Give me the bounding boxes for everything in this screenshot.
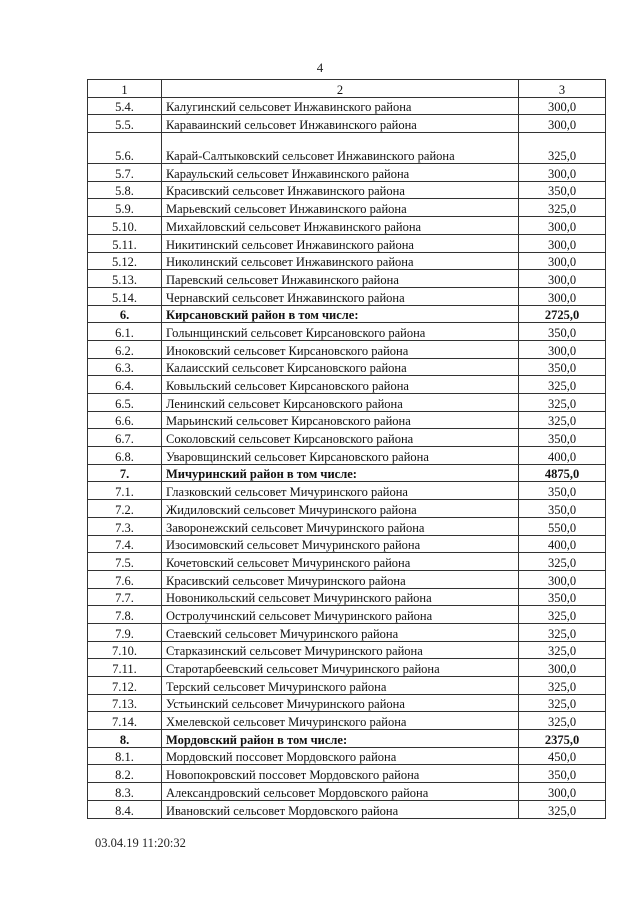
row-value: 300,0 (519, 659, 606, 677)
row-name: Новопокровский поссовет Мордовского района (162, 765, 519, 783)
table-row (88, 270, 606, 288)
table-row (88, 570, 606, 588)
row-number: 6.2. (88, 340, 162, 358)
row-name: Калаисский сельсовет Кирсановского района (162, 358, 519, 376)
row-value: 325,0 (519, 694, 606, 712)
row-number: 5.14. (88, 287, 162, 305)
row-number: 6.5. (88, 394, 162, 412)
row-name: Глазковский сельсовет Мичуринского района (162, 482, 519, 500)
row-number: 6.8. (88, 447, 162, 465)
table-row (88, 394, 606, 412)
row-number: 7.8. (88, 606, 162, 624)
row-number: 5.5. (88, 115, 162, 133)
table-row (88, 517, 606, 535)
table-row (88, 677, 606, 695)
row-value: 300,0 (519, 252, 606, 270)
row-name: Ленинский сельсовет Кирсановского района (162, 394, 519, 412)
row-value: 450,0 (519, 747, 606, 765)
table-row (88, 553, 606, 571)
row-name: Никитинский сельсовет Инжавинского района (162, 234, 519, 252)
row-number: 6.7. (88, 429, 162, 447)
row-value: 400,0 (519, 535, 606, 553)
row-value: 300,0 (519, 234, 606, 252)
row-value: 400,0 (519, 447, 606, 465)
row-number: 5.6. (88, 133, 162, 164)
row-value: 350,0 (519, 358, 606, 376)
table-row (88, 429, 606, 447)
row-value: 4875,0 (519, 464, 606, 482)
table-row (88, 747, 606, 765)
table-header-row (88, 80, 606, 98)
table-row (88, 287, 606, 305)
row-number: 5.13. (88, 270, 162, 288)
row-value: 300,0 (519, 97, 606, 115)
table-row (88, 164, 606, 182)
row-name: Красивский сельсовет Мичуринского района (162, 570, 519, 588)
row-number: 7.7. (88, 588, 162, 606)
table-row (88, 765, 606, 783)
row-value: 550,0 (519, 517, 606, 535)
row-number: 6.1. (88, 323, 162, 341)
table-row (88, 641, 606, 659)
row-name: Новоникольский сельсовет Мичуринского района (162, 588, 519, 606)
row-value: 350,0 (519, 500, 606, 518)
table-row (88, 340, 606, 358)
row-number: 8.1. (88, 747, 162, 765)
row-number: 7.3. (88, 517, 162, 535)
table-row (88, 323, 606, 341)
row-value: 350,0 (519, 429, 606, 447)
table-row (88, 500, 606, 518)
row-number: 5.10. (88, 217, 162, 235)
row-number: 7.14. (88, 712, 162, 730)
table-row-district (88, 730, 606, 748)
row-number: 7.10. (88, 641, 162, 659)
column-header-number: 1 (88, 80, 162, 98)
table-row (88, 588, 606, 606)
row-number: 7. (88, 464, 162, 482)
row-value: 300,0 (519, 164, 606, 182)
row-number: 7.5. (88, 553, 162, 571)
row-value: 325,0 (519, 394, 606, 412)
table-row (88, 217, 606, 235)
row-name: Устьинский сельсовет Мичуринского района (162, 694, 519, 712)
row-value: 325,0 (519, 606, 606, 624)
row-value: 2725,0 (519, 305, 606, 323)
row-name: Уваровщинский сельсовет Кирсановского района (162, 447, 519, 465)
row-number: 6.4. (88, 376, 162, 394)
row-value: 325,0 (519, 800, 606, 818)
row-name: Хмелевской сельсовет Мичуринского района (162, 712, 519, 730)
row-value: 350,0 (519, 181, 606, 199)
row-number: 5.8. (88, 181, 162, 199)
row-number: 8.3. (88, 783, 162, 801)
row-number: 8.4. (88, 800, 162, 818)
row-number: 7.1. (88, 482, 162, 500)
row-number: 5.12. (88, 252, 162, 270)
table-row (88, 659, 606, 677)
row-number: 6. (88, 305, 162, 323)
table-row-district (88, 305, 606, 323)
row-name: Жидиловский сельсовет Мичуринского района (162, 500, 519, 518)
row-value: 325,0 (519, 376, 606, 394)
table-row (88, 133, 606, 164)
row-name: Голынщинский сельсовет Кирсановского района (162, 323, 519, 341)
row-number: 8.2. (88, 765, 162, 783)
row-number: 5.4. (88, 97, 162, 115)
row-number: 7.9. (88, 623, 162, 641)
row-name: Ковыльский сельсовет Кирсановского района (162, 376, 519, 394)
allocation-table (87, 79, 606, 819)
row-value: 2375,0 (519, 730, 606, 748)
table-row (88, 482, 606, 500)
row-name: Марьинский сельсовет Кирсановского района (162, 411, 519, 429)
row-number: 5.11. (88, 234, 162, 252)
table-row (88, 800, 606, 818)
row-number: 6.3. (88, 358, 162, 376)
row-name: Чернавский сельсовет Инжавинского района (162, 287, 519, 305)
row-name: Ивановский сельсовет Мордовского района (162, 800, 519, 818)
row-name: Старотарбеевский сельсовет Мичуринского района (162, 659, 519, 677)
row-name: Мичуринский район в том числе: (162, 464, 519, 482)
row-number: 7.2. (88, 500, 162, 518)
row-value: 300,0 (519, 115, 606, 133)
row-number: 7.4. (88, 535, 162, 553)
row-value: 300,0 (519, 340, 606, 358)
row-number: 7.12. (88, 677, 162, 695)
table-row (88, 712, 606, 730)
row-number: 8. (88, 730, 162, 748)
column-header-value: 3 (519, 80, 606, 98)
row-name: Иноковский сельсовет Кирсановского района (162, 340, 519, 358)
row-name: Терский сельсовет Мичуринского района (162, 677, 519, 695)
row-name: Александровский сельсовет Мордовского района (162, 783, 519, 801)
row-value: 350,0 (519, 588, 606, 606)
row-value: 300,0 (519, 570, 606, 588)
table-row (88, 115, 606, 133)
table-row (88, 606, 606, 624)
table-row (88, 252, 606, 270)
row-name: Карай-Салтыковский сельсовет Инжавинского района (162, 133, 519, 164)
table-row (88, 447, 606, 465)
row-name: Стаевский сельсовет Мичуринского района (162, 623, 519, 641)
page-number: 4 (316, 60, 324, 75)
table-row (88, 376, 606, 394)
row-value: 325,0 (519, 199, 606, 217)
table-row (88, 535, 606, 553)
table-row (88, 97, 606, 115)
row-name: Михайловский сельсовет Инжавинского района (162, 217, 519, 235)
table-row (88, 623, 606, 641)
table-row (88, 199, 606, 217)
table-row (88, 694, 606, 712)
row-name: Красивский сельсовет Инжавинского района (162, 181, 519, 199)
row-name: Николинский сельсовет Инжавинского района (162, 252, 519, 270)
row-name: Калугинский сельсовет Инжавинского района (162, 97, 519, 115)
table-row (88, 411, 606, 429)
table-row (88, 783, 606, 801)
row-value: 325,0 (519, 623, 606, 641)
table-body (88, 80, 606, 819)
row-name: Заворонежский сельсовет Мичуринского района (162, 517, 519, 535)
row-name: Остролучинский сельсовет Мичуринского района (162, 606, 519, 624)
row-name: Караваинский сельсовет Инжавинского района (162, 115, 519, 133)
row-name: Марьевский сельсовет Инжавинского района (162, 199, 519, 217)
row-value: 350,0 (519, 482, 606, 500)
row-number: 7.13. (88, 694, 162, 712)
row-value: 350,0 (519, 765, 606, 783)
row-name: Соколовский сельсовет Кирсановского района (162, 429, 519, 447)
row-name: Изосимовский сельсовет Мичуринского района (162, 535, 519, 553)
row-value: 325,0 (519, 712, 606, 730)
row-value: 350,0 (519, 323, 606, 341)
row-name: Мордовский район в том числе: (162, 730, 519, 748)
row-number: 7.6. (88, 570, 162, 588)
row-number: 6.6. (88, 411, 162, 429)
table-row (88, 181, 606, 199)
row-name: Паревский сельсовет Инжавинского района (162, 270, 519, 288)
row-value: 325,0 (519, 641, 606, 659)
row-name: Караульский сельсовет Инжавинского района (162, 164, 519, 182)
row-number: 5.9. (88, 199, 162, 217)
footer-timestamp: 03.04.19 11:20:32 (95, 836, 186, 850)
row-value: 325,0 (519, 677, 606, 695)
row-value: 300,0 (519, 217, 606, 235)
row-name: Мордовский поссовет Мордовского района (162, 747, 519, 765)
row-value: 325,0 (519, 553, 606, 571)
row-value: 325,0 (519, 411, 606, 429)
table-row-district (88, 464, 606, 482)
table-row (88, 358, 606, 376)
row-value: 300,0 (519, 783, 606, 801)
row-value: 300,0 (519, 287, 606, 305)
row-name: Кочетовский сельсовет Мичуринского района (162, 553, 519, 571)
row-number: 5.7. (88, 164, 162, 182)
table-row (88, 234, 606, 252)
row-name: Кирсановский район в том числе: (162, 305, 519, 323)
column-header-name: 2 (162, 80, 519, 98)
row-number: 7.11. (88, 659, 162, 677)
row-value: 300,0 (519, 270, 606, 288)
row-value: 325,0 (519, 133, 606, 164)
row-name: Старказинский сельсовет Мичуринского района (162, 641, 519, 659)
